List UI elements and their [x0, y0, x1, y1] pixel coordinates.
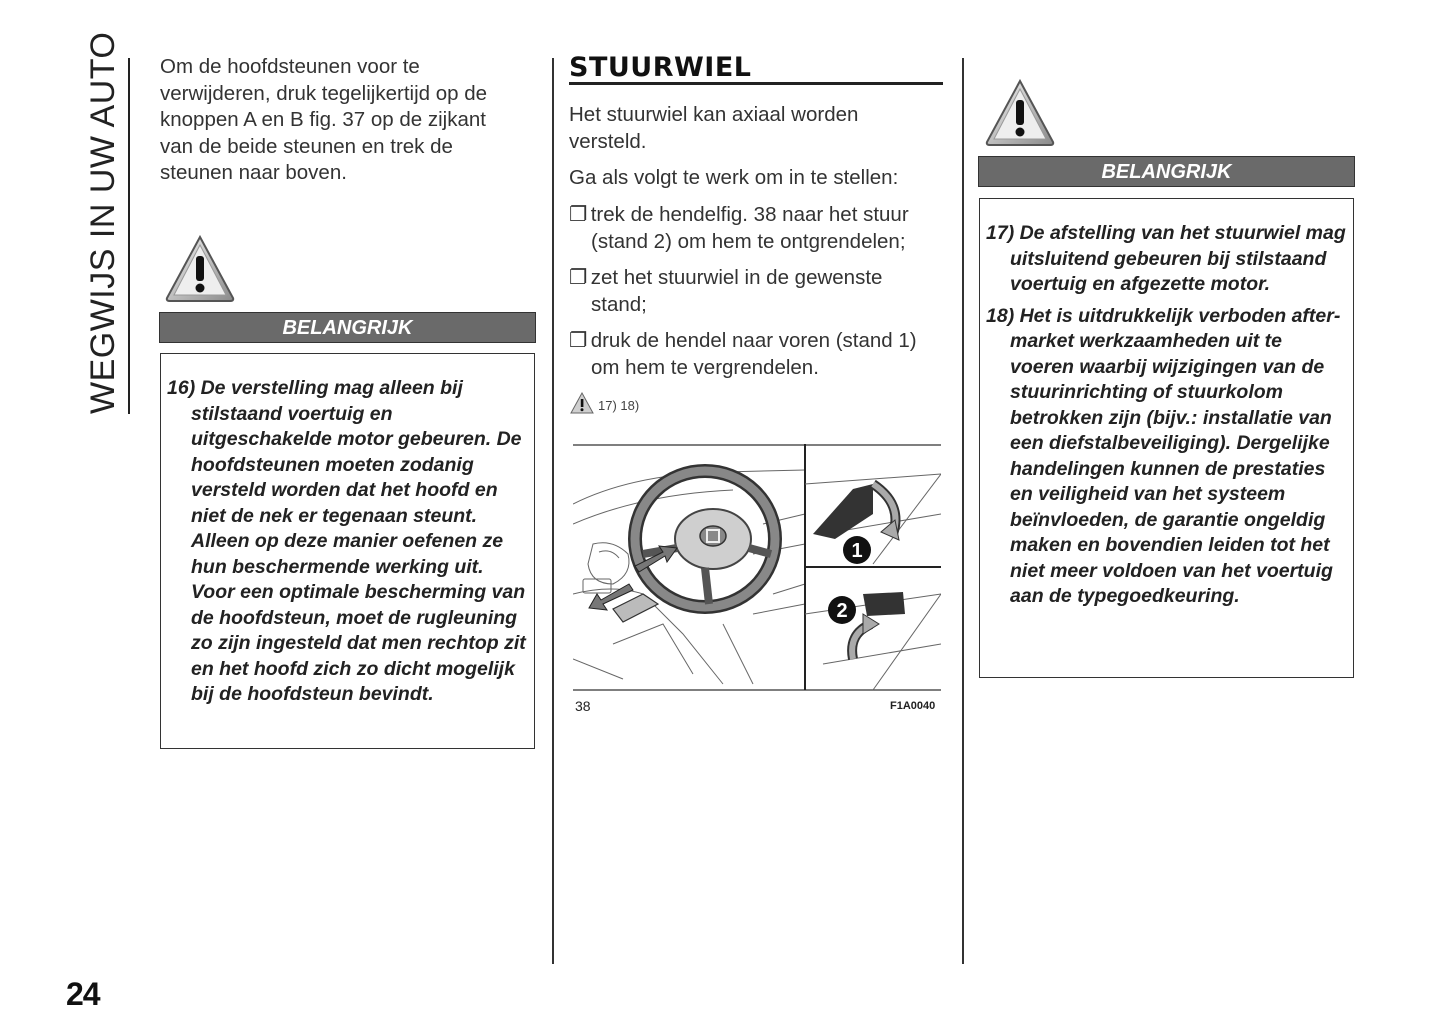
note-18: 18) Het is uitdrukkelijk verboden after-market werkzaamheden uit te voeren waarbij wijzigingen van de stuurinrichting of stuurkolom betrokken zijn (bijv.: installatie van een diefstalbeveiliging). Dergelijke handelingen kunnen de prestaties en veiligheid van het systeem beïnvloeden, de garantie ongeldig maken en bovendien leiden tot het niet meer voldoen van het voertuig aan de typegoedkeuring.: [986, 304, 1341, 607]
note-17: 17) De afstelling van het stuurwiel mag uitsluitend gebeuren bij stilstaand voertuig en afgezette motor.: [986, 222, 1346, 295]
steering-warning-note: [979, 198, 1354, 678]
callout-2-label: 2: [836, 600, 848, 622]
instruction-step-2-rest: stand;: [591, 292, 647, 316]
steering-wheel-figure: [573, 444, 941, 692]
headrest-warning-note: [160, 353, 535, 749]
column-divider-right: [962, 58, 964, 964]
steering-intro-text: Het stuurwiel kan axiaal worden versteld.: [569, 103, 859, 153]
instruction-step-1: [569, 202, 944, 255]
instruction-step-3-first: druk de hendel naar voren (stand 1): [590, 329, 917, 352]
page-number: 24: [66, 976, 100, 1012]
warning-label-bar: BELANGRIJK: [978, 156, 1355, 187]
checkbox-bullet-icon: ❐: [569, 266, 588, 289]
instruction-step-2-first: zet het stuurwiel in de gewenste: [590, 266, 883, 289]
note-references: 17) 18): [598, 398, 640, 413]
warning-triangle-icon: [164, 234, 236, 304]
checkbox-bullet-icon: ❐: [569, 329, 588, 352]
warning-label-bar: BELANGRIJK: [159, 312, 536, 343]
instruction-step-2: [569, 265, 944, 318]
small-warning-icon: [570, 392, 594, 414]
column-divider-left: [552, 58, 554, 964]
instruction-step-3: [569, 328, 944, 381]
headrest-removal-text: Om de hoofdsteunen voor te verwijderen, druk tegelijkertijd op de knoppen A en B fig. 37 op de zijkant van de beide steunen en trek de steunen naar boven.: [160, 55, 488, 184]
callout-1-label: 1: [851, 540, 863, 562]
instruction-step-3-rest: om hem te vergrendelen.: [591, 355, 819, 379]
section-title: WEGWIJS IN UW AUTO: [84, 31, 122, 414]
warning-triangle-icon: [984, 78, 1056, 148]
checkbox-bullet-icon: ❐: [569, 203, 588, 226]
note-16: 16) De verstelling mag alleen bij stilstaand voertuig en uitgeschakelde motor gebeuren. De hoofdsteunen moeten zodanig versteld worden dat het hoofd en niet de nek er tegenaan steunt. Alleen op deze manier oefenen ze hun beschermende werking uit. Voor een optimale bescherming van de hoofdsteun, moet de rugleuning zo zijn ingesteld dat men rechtop zit en het hoofd zich zo dicht mogelijk bij de hoofdsteun bevindt.: [167, 377, 526, 705]
instruction-step-1-rest: (stand 2) om hem te ontgrendelen;: [591, 229, 906, 253]
steering-wheel-heading: STUURWIEL: [569, 52, 943, 85]
figure-number: 38: [575, 698, 591, 714]
steering-instructions-text: Ga als volgt te werk om in te stellen:: [569, 166, 899, 189]
figure-code: F1A0040: [890, 700, 936, 712]
section-title-rule: [128, 58, 130, 414]
instruction-step-1-first: trek de hendelfig. 38 naar het stuur: [590, 203, 909, 226]
